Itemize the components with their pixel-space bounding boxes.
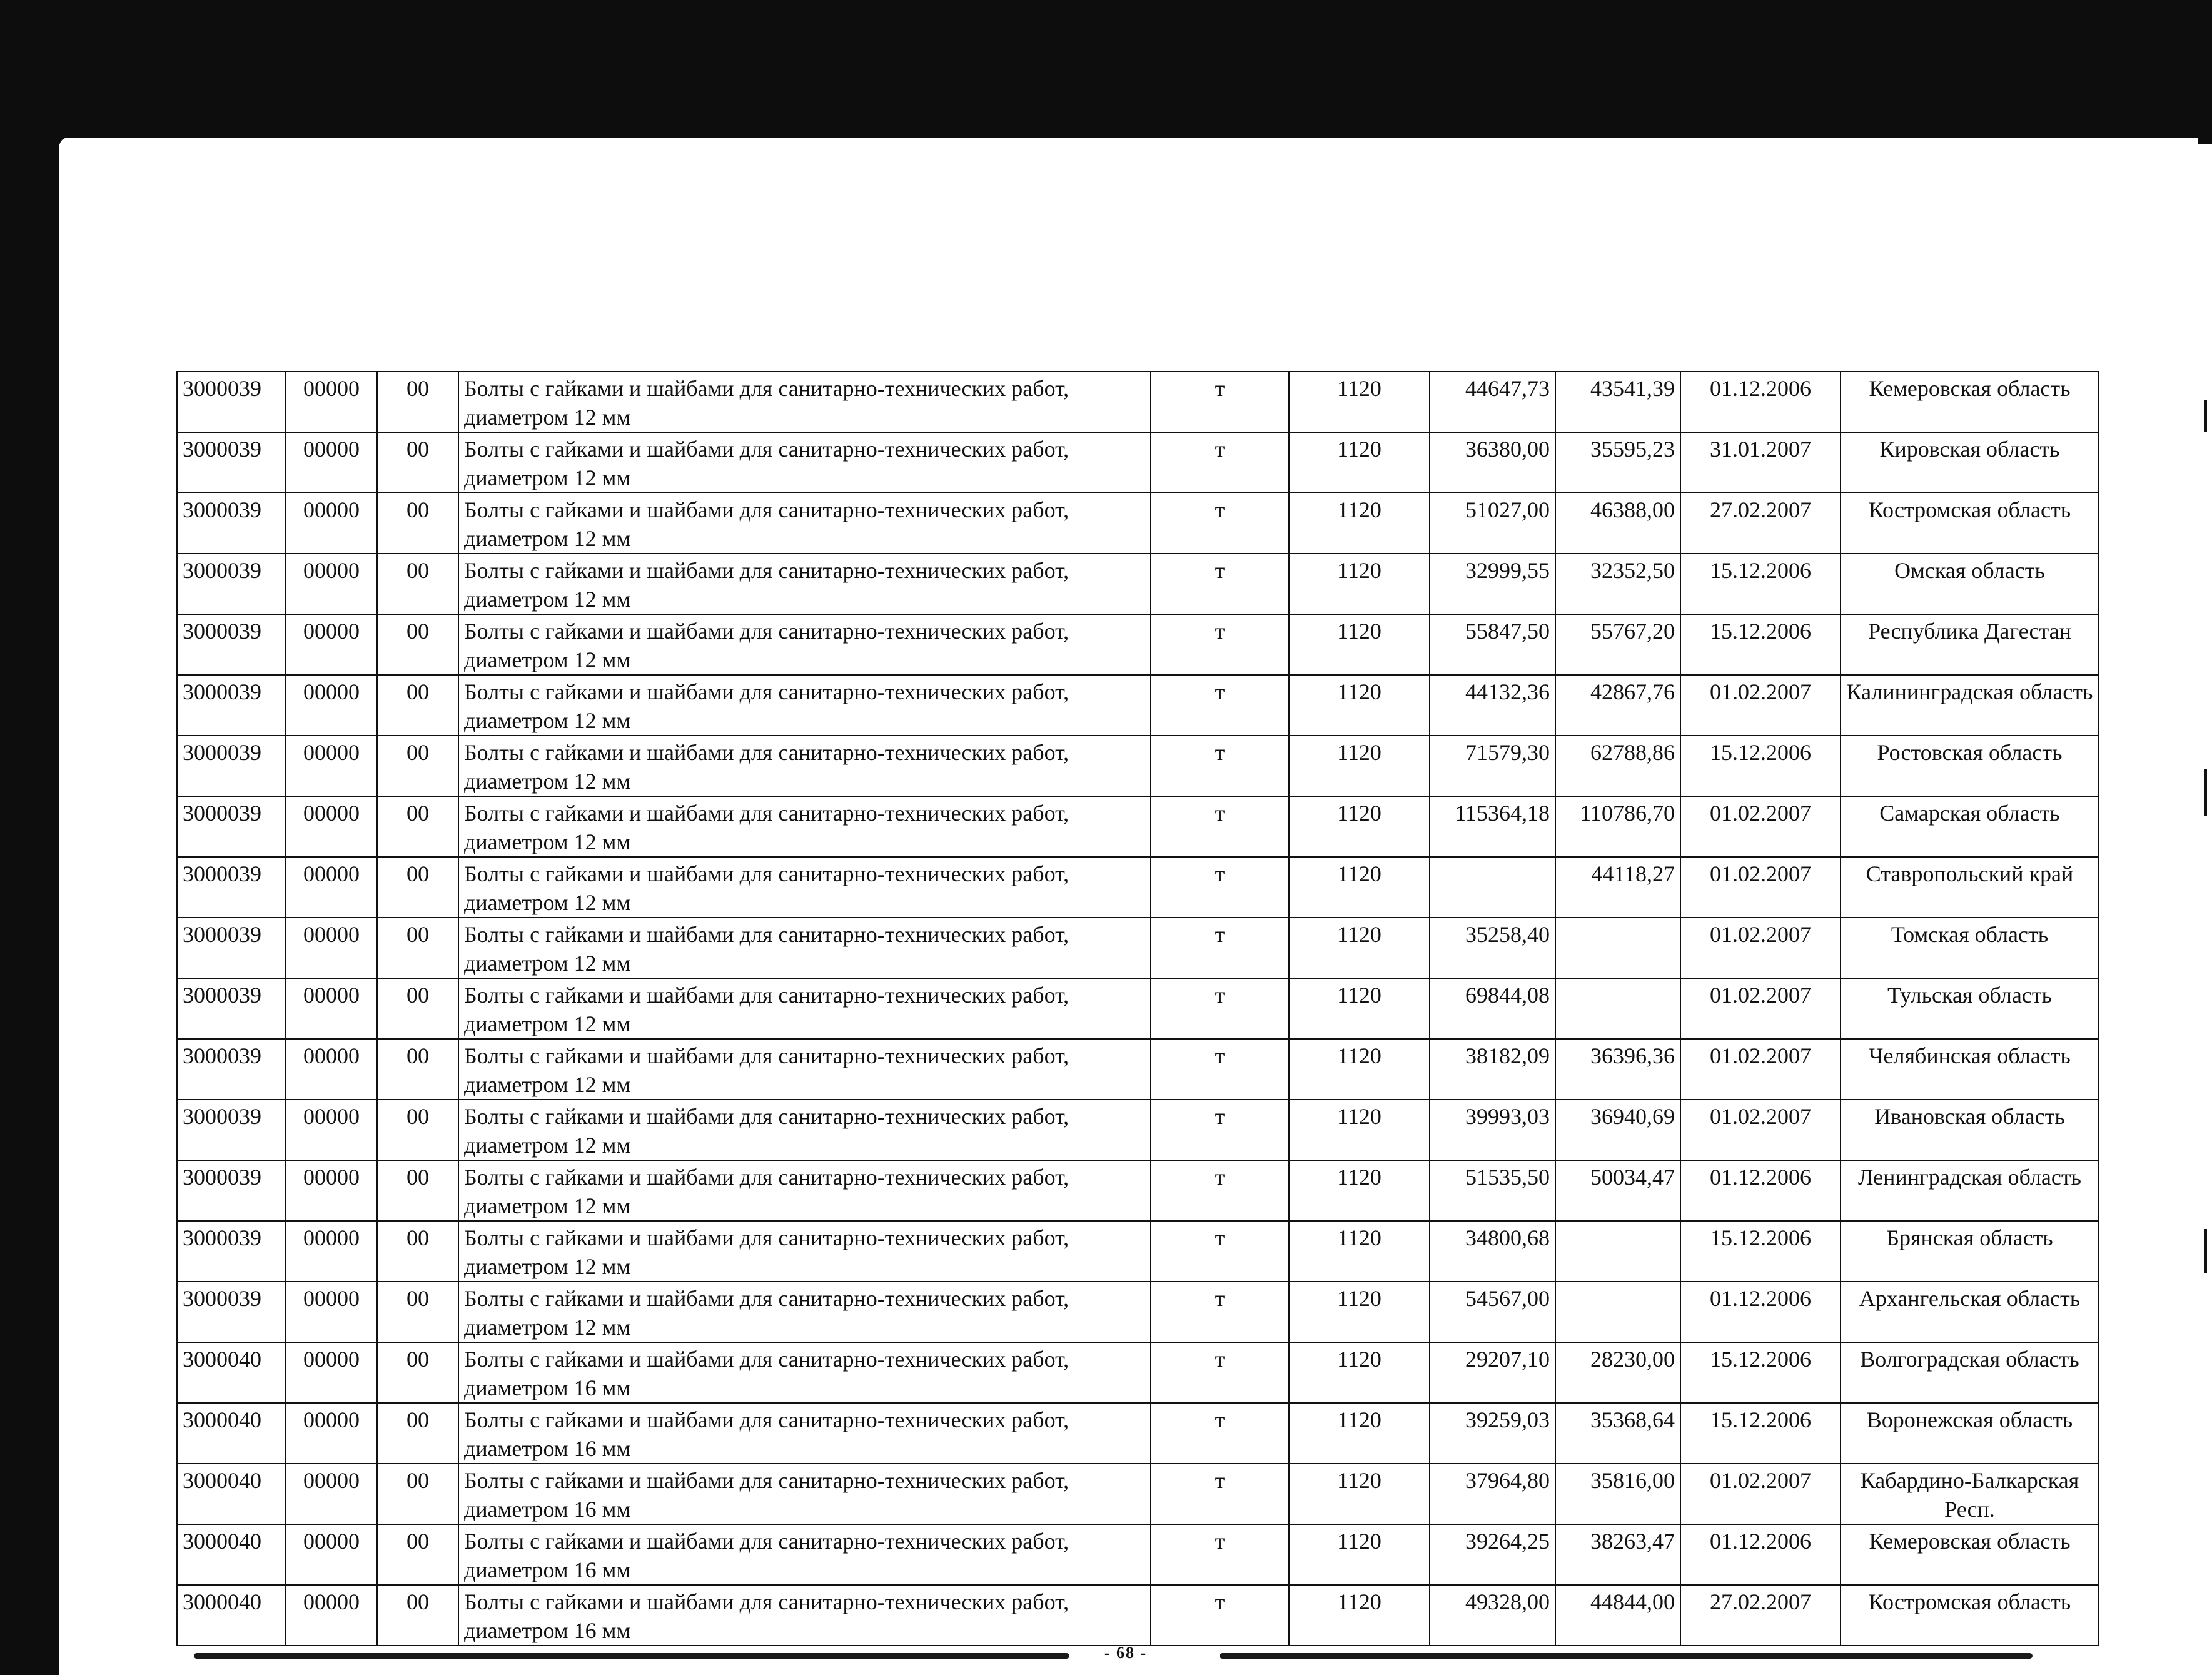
- table-row: [177, 1100, 2099, 1160]
- unit-cell: т: [1151, 675, 1289, 736]
- item-name-cell: Болты с гайками и шайбами для санитарно-технических работ, диаметром 16 мм: [458, 1464, 1151, 1524]
- price-1-cell: 44647,73: [1430, 372, 1555, 432]
- item-name-cell: Болты с гайками и шайбами для санитарно-технических работ, диаметром 12 мм: [458, 1160, 1151, 1221]
- scan-margin-mark: [2204, 400, 2207, 432]
- price-1-cell: 34800,68: [1430, 1221, 1555, 1282]
- table-row: [177, 1342, 2099, 1403]
- price-1-cell: 69844,08: [1430, 978, 1555, 1039]
- scan-bottom-smear: [1220, 1653, 2033, 1659]
- table-row: [177, 675, 2099, 736]
- okp-code-cell: 1120: [1289, 1221, 1430, 1282]
- okp-code-cell: 1120: [1289, 675, 1430, 736]
- price-1-cell: 44132,36: [1430, 675, 1555, 736]
- price-1-cell: [1430, 857, 1555, 918]
- region-cell: Кировская область: [1841, 432, 2099, 493]
- region-cell: Калининградская область: [1841, 675, 2099, 736]
- price-ledger-table: [176, 371, 2099, 1646]
- region-cell: Воронежская область: [1841, 1403, 2099, 1464]
- item-code-cell: 3000039: [177, 1160, 286, 1221]
- okp-code-cell: 1120: [1289, 493, 1430, 554]
- variant-code-cell: 00: [377, 372, 458, 432]
- unit-cell: т: [1151, 1282, 1289, 1342]
- date-cell: 01.02.2007: [1680, 1100, 1841, 1160]
- region-cell: Омская область: [1841, 554, 2099, 614]
- variant-code-cell: 00: [377, 554, 458, 614]
- item-name-cell: Болты с гайками и шайбами для санитарно-технических работ, диаметром 12 мм: [458, 675, 1151, 736]
- date-cell: 15.12.2006: [1680, 736, 1841, 796]
- price-1-cell: 39264,25: [1430, 1524, 1555, 1585]
- variant-code-cell: 00: [377, 493, 458, 554]
- table-row: [177, 1403, 2099, 1464]
- okp-code-cell: 1120: [1289, 1403, 1430, 1464]
- sub-code-cell: 00000: [286, 736, 377, 796]
- unit-cell: т: [1151, 1039, 1289, 1100]
- price-1-cell: 36380,00: [1430, 432, 1555, 493]
- item-code-cell: 3000039: [177, 1100, 286, 1160]
- unit-cell: т: [1151, 918, 1289, 978]
- region-cell: Ростовская область: [1841, 736, 2099, 796]
- region-cell: Ленинградская область: [1841, 1160, 2099, 1221]
- date-cell: 15.12.2006: [1680, 1342, 1841, 1403]
- variant-code-cell: 00: [377, 1221, 458, 1282]
- unit-cell: т: [1151, 1403, 1289, 1464]
- variant-code-cell: 00: [377, 978, 458, 1039]
- okp-code-cell: 1120: [1289, 1160, 1430, 1221]
- okp-code-cell: 1120: [1289, 1524, 1430, 1585]
- item-name-cell: Болты с гайками и шайбами для санитарно-технических работ, диаметром 12 мм: [458, 432, 1151, 493]
- unit-cell: т: [1151, 1342, 1289, 1403]
- date-cell: 15.12.2006: [1680, 1403, 1841, 1464]
- item-name-cell: Болты с гайками и шайбами для санитарно-технических работ, диаметром 12 мм: [458, 1039, 1151, 1100]
- unit-cell: т: [1151, 493, 1289, 554]
- unit-cell: т: [1151, 796, 1289, 857]
- unit-cell: т: [1151, 432, 1289, 493]
- date-cell: 01.02.2007: [1680, 1039, 1841, 1100]
- item-name-cell: Болты с гайками и шайбами для санитарно-технических работ, диаметром 16 мм: [458, 1342, 1151, 1403]
- price-2-cell: 55767,20: [1555, 614, 1680, 675]
- item-name-cell: Болты с гайками и шайбами для санитарно-технических работ, диаметром 12 мм: [458, 978, 1151, 1039]
- price-2-cell: 36396,36: [1555, 1039, 1680, 1100]
- item-name-cell: Болты с гайками и шайбами для санитарно-технических работ, диаметром 12 мм: [458, 736, 1151, 796]
- date-cell: 15.12.2006: [1680, 614, 1841, 675]
- variant-code-cell: 00: [377, 1342, 458, 1403]
- item-code-cell: 3000040: [177, 1524, 286, 1585]
- variant-code-cell: 00: [377, 918, 458, 978]
- page-number: - 68 -: [1104, 1644, 1148, 1662]
- item-name-cell: Болты с гайками и шайбами для санитарно-технических работ, диаметром 12 мм: [458, 554, 1151, 614]
- region-cell: Ивановская область: [1841, 1100, 2099, 1160]
- unit-cell: т: [1151, 1221, 1289, 1282]
- table-row: [177, 1039, 2099, 1100]
- item-code-cell: 3000040: [177, 1403, 286, 1464]
- price-2-cell: 44844,00: [1555, 1585, 1680, 1646]
- sub-code-cell: 00000: [286, 857, 377, 918]
- sub-code-cell: 00000: [286, 1282, 377, 1342]
- item-code-cell: 3000039: [177, 1282, 286, 1342]
- okp-code-cell: 1120: [1289, 1282, 1430, 1342]
- price-2-cell: 35595,23: [1555, 432, 1680, 493]
- date-cell: 15.12.2006: [1680, 1221, 1841, 1282]
- sub-code-cell: 00000: [286, 1160, 377, 1221]
- item-code-cell: 3000039: [177, 675, 286, 736]
- scan-dark-border-left: [0, 0, 59, 1675]
- table-row: [177, 736, 2099, 796]
- item-code-cell: 3000039: [177, 1221, 286, 1282]
- unit-cell: т: [1151, 1160, 1289, 1221]
- sub-code-cell: 00000: [286, 1100, 377, 1160]
- variant-code-cell: 00: [377, 1585, 458, 1646]
- unit-cell: т: [1151, 978, 1289, 1039]
- region-cell: Кемеровская область: [1841, 372, 2099, 432]
- price-2-cell: 46388,00: [1555, 493, 1680, 554]
- table-row: [177, 1221, 2099, 1282]
- unit-cell: т: [1151, 1524, 1289, 1585]
- table-row: [177, 432, 2099, 493]
- item-code-cell: 3000039: [177, 554, 286, 614]
- price-2-cell: 38263,47: [1555, 1524, 1680, 1585]
- sub-code-cell: 00000: [286, 372, 377, 432]
- okp-code-cell: 1120: [1289, 614, 1430, 675]
- okp-code-cell: 1120: [1289, 736, 1430, 796]
- region-cell: Челябинская область: [1841, 1039, 2099, 1100]
- price-2-cell: 110786,70: [1555, 796, 1680, 857]
- price-2-cell: 43541,39: [1555, 372, 1680, 432]
- price-1-cell: 39259,03: [1430, 1403, 1555, 1464]
- date-cell: 01.12.2006: [1680, 1524, 1841, 1585]
- okp-code-cell: 1120: [1289, 978, 1430, 1039]
- date-cell: 01.02.2007: [1680, 796, 1841, 857]
- okp-code-cell: 1120: [1289, 1039, 1430, 1100]
- item-code-cell: 3000039: [177, 372, 286, 432]
- okp-code-cell: 1120: [1289, 1342, 1430, 1403]
- unit-cell: т: [1151, 554, 1289, 614]
- price-1-cell: 55847,50: [1430, 614, 1555, 675]
- price-1-cell: 71579,30: [1430, 736, 1555, 796]
- region-cell: Томская область: [1841, 918, 2099, 978]
- scan-bottom-smear: [194, 1653, 1069, 1659]
- region-cell: Самарская область: [1841, 796, 2099, 857]
- price-2-cell: 62788,86: [1555, 736, 1680, 796]
- item-name-cell: Болты с гайками и шайбами для санитарно-технических работ, диаметром 12 мм: [458, 493, 1151, 554]
- scan-margin-mark: [2204, 769, 2207, 816]
- table-row: [177, 1585, 2099, 1646]
- sub-code-cell: 00000: [286, 1524, 377, 1585]
- price-2-cell: [1555, 1221, 1680, 1282]
- sub-code-cell: 00000: [286, 978, 377, 1039]
- date-cell: 01.12.2006: [1680, 1282, 1841, 1342]
- region-cell: Ставропольский край: [1841, 857, 2099, 918]
- unit-cell: т: [1151, 1464, 1289, 1524]
- date-cell: 01.02.2007: [1680, 675, 1841, 736]
- variant-code-cell: 00: [377, 1282, 458, 1342]
- item-code-cell: 3000039: [177, 614, 286, 675]
- price-2-cell: 50034,47: [1555, 1160, 1680, 1221]
- price-1-cell: 115364,18: [1430, 796, 1555, 857]
- okp-code-cell: 1120: [1289, 1100, 1430, 1160]
- item-code-cell: 3000039: [177, 918, 286, 978]
- unit-cell: т: [1151, 736, 1289, 796]
- item-code-cell: 3000039: [177, 857, 286, 918]
- price-1-cell: 39993,03: [1430, 1100, 1555, 1160]
- price-2-cell: 35816,00: [1555, 1464, 1680, 1524]
- price-1-cell: 32999,55: [1430, 554, 1555, 614]
- variant-code-cell: 00: [377, 736, 458, 796]
- unit-cell: т: [1151, 857, 1289, 918]
- item-code-cell: 3000039: [177, 796, 286, 857]
- price-1-cell: 29207,10: [1430, 1342, 1555, 1403]
- item-code-cell: 3000039: [177, 736, 286, 796]
- scan-margin-mark: [2204, 1229, 2207, 1273]
- sub-code-cell: 00000: [286, 675, 377, 736]
- item-name-cell: Болты с гайками и шайбами для санитарно-технических работ, диаметром 12 мм: [458, 796, 1151, 857]
- okp-code-cell: 1120: [1289, 372, 1430, 432]
- sub-code-cell: 00000: [286, 796, 377, 857]
- unit-cell: т: [1151, 372, 1289, 432]
- sub-code-cell: 00000: [286, 1342, 377, 1403]
- okp-code-cell: 1120: [1289, 432, 1430, 493]
- item-name-cell: Болты с гайками и шайбами для санитарно-технических работ, диаметром 16 мм: [458, 1585, 1151, 1646]
- sub-code-cell: 00000: [286, 1403, 377, 1464]
- region-cell: Брянская область: [1841, 1221, 2099, 1282]
- date-cell: 01.02.2007: [1680, 1464, 1841, 1524]
- unit-cell: т: [1151, 1100, 1289, 1160]
- item-name-cell: Болты с гайками и шайбами для санитарно-технических работ, диаметром 12 мм: [458, 1221, 1151, 1282]
- item-code-cell: 3000040: [177, 1342, 286, 1403]
- date-cell: 01.02.2007: [1680, 918, 1841, 978]
- item-name-cell: Болты с гайками и шайбами для санитарно-технических работ, диаметром 12 мм: [458, 372, 1151, 432]
- table-row: [177, 918, 2099, 978]
- okp-code-cell: 1120: [1289, 1585, 1430, 1646]
- sub-code-cell: 00000: [286, 1039, 377, 1100]
- price-2-cell: 42867,76: [1555, 675, 1680, 736]
- price-2-cell: [1555, 978, 1680, 1039]
- variant-code-cell: 00: [377, 1464, 458, 1524]
- item-name-cell: Болты с гайками и шайбами для санитарно-технических работ, диаметром 12 мм: [458, 918, 1151, 978]
- variant-code-cell: 00: [377, 1403, 458, 1464]
- table-row: [177, 1160, 2099, 1221]
- region-cell: Республика Дагестан: [1841, 614, 2099, 675]
- date-cell: 27.02.2007: [1680, 1585, 1841, 1646]
- table-row: [177, 1524, 2099, 1585]
- sub-code-cell: 00000: [286, 614, 377, 675]
- okp-code-cell: 1120: [1289, 796, 1430, 857]
- item-name-cell: Болты с гайками и шайбами для санитарно-технических работ, диаметром 12 мм: [458, 857, 1151, 918]
- date-cell: 01.12.2006: [1680, 1160, 1841, 1221]
- sub-code-cell: 00000: [286, 1221, 377, 1282]
- item-code-cell: 3000039: [177, 978, 286, 1039]
- ledger-body: [177, 372, 2099, 1646]
- price-1-cell: 54567,00: [1430, 1282, 1555, 1342]
- okp-code-cell: 1120: [1289, 554, 1430, 614]
- region-cell: Костромская область: [1841, 1585, 2099, 1646]
- region-cell: Тульская область: [1841, 978, 2099, 1039]
- item-code-cell: 3000039: [177, 1039, 286, 1100]
- date-cell: 01.02.2007: [1680, 978, 1841, 1039]
- sub-code-cell: 00000: [286, 1585, 377, 1646]
- unit-cell: т: [1151, 614, 1289, 675]
- okp-code-cell: 1120: [1289, 1464, 1430, 1524]
- variant-code-cell: 00: [377, 1160, 458, 1221]
- price-2-cell: 35368,64: [1555, 1403, 1680, 1464]
- price-1-cell: 37964,80: [1430, 1464, 1555, 1524]
- item-name-cell: Болты с гайками и шайбами для санитарно-технических работ, диаметром 12 мм: [458, 1282, 1151, 1342]
- region-cell: Кемеровская область: [1841, 1524, 2099, 1585]
- item-code-cell: 3000040: [177, 1464, 286, 1524]
- item-name-cell: Болты с гайками и шайбами для санитарно-технических работ, диаметром 12 мм: [458, 614, 1151, 675]
- item-code-cell: 3000039: [177, 432, 286, 493]
- sub-code-cell: 00000: [286, 1464, 377, 1524]
- variant-code-cell: 00: [377, 1524, 458, 1585]
- item-name-cell: Болты с гайками и шайбами для санитарно-технических работ, диаметром 16 мм: [458, 1524, 1151, 1585]
- date-cell: 27.02.2007: [1680, 493, 1841, 554]
- table-row: [177, 1282, 2099, 1342]
- price-2-cell: [1555, 1282, 1680, 1342]
- table-row: [177, 493, 2099, 554]
- item-name-cell: Болты с гайками и шайбами для санитарно-технических работ, диаметром 12 мм: [458, 1100, 1151, 1160]
- region-cell: Волгоградская область: [1841, 1342, 2099, 1403]
- region-cell: Кабардино-Балкарская Респ.: [1841, 1464, 2099, 1524]
- price-1-cell: 51027,00: [1430, 493, 1555, 554]
- date-cell: 31.01.2007: [1680, 432, 1841, 493]
- date-cell: 01.12.2006: [1680, 372, 1841, 432]
- price-1-cell: 38182,09: [1430, 1039, 1555, 1100]
- table-row: [177, 614, 2099, 675]
- item-name-cell: Болты с гайками и шайбами для санитарно-технических работ, диаметром 16 мм: [458, 1403, 1151, 1464]
- region-cell: Архангельская область: [1841, 1282, 2099, 1342]
- sub-code-cell: 00000: [286, 554, 377, 614]
- sub-code-cell: 00000: [286, 918, 377, 978]
- table-row: [177, 554, 2099, 614]
- okp-code-cell: 1120: [1289, 857, 1430, 918]
- table-row: [177, 978, 2099, 1039]
- okp-code-cell: 1120: [1289, 918, 1430, 978]
- price-2-cell: 28230,00: [1555, 1342, 1680, 1403]
- region-cell: Костромская область: [1841, 493, 2099, 554]
- variant-code-cell: 00: [377, 614, 458, 675]
- price-1-cell: 35258,40: [1430, 918, 1555, 978]
- variant-code-cell: 00: [377, 857, 458, 918]
- variant-code-cell: 00: [377, 432, 458, 493]
- price-2-cell: 32352,50: [1555, 554, 1680, 614]
- variant-code-cell: 00: [377, 1100, 458, 1160]
- price-1-cell: 51535,50: [1430, 1160, 1555, 1221]
- table-row: [177, 857, 2099, 918]
- sub-code-cell: 00000: [286, 432, 377, 493]
- table-row: [177, 372, 2099, 432]
- table-row: [177, 1464, 2099, 1524]
- variant-code-cell: 00: [377, 1039, 458, 1100]
- unit-cell: т: [1151, 1585, 1289, 1646]
- price-2-cell: 36940,69: [1555, 1100, 1680, 1160]
- date-cell: 15.12.2006: [1680, 554, 1841, 614]
- item-code-cell: 3000039: [177, 493, 286, 554]
- sub-code-cell: 00000: [286, 493, 377, 554]
- item-code-cell: 3000040: [177, 1585, 286, 1646]
- price-1-cell: 49328,00: [1430, 1585, 1555, 1646]
- table-row: [177, 796, 2099, 857]
- variant-code-cell: 00: [377, 675, 458, 736]
- variant-code-cell: 00: [377, 796, 458, 857]
- price-2-cell: 44118,27: [1555, 857, 1680, 918]
- price-2-cell: [1555, 918, 1680, 978]
- date-cell: 01.02.2007: [1680, 857, 1841, 918]
- scan-dark-border-top: [0, 0, 2212, 144]
